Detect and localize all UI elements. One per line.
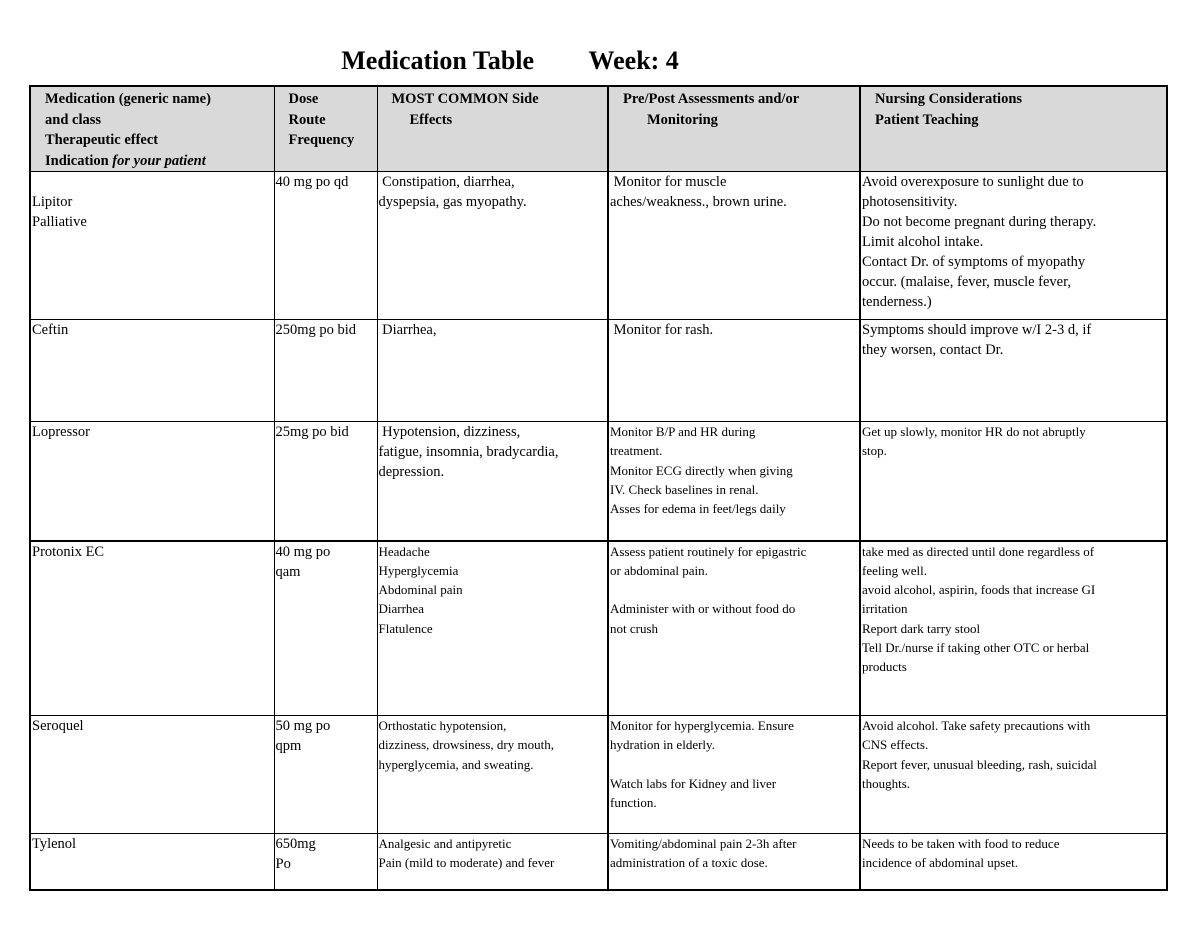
header-line [45, 151, 272, 172]
cell-line: they worsen, contact Dr. [862, 342, 1004, 358]
header-line: MOST COMMON Side [391, 91, 539, 107]
header-text: Indication [45, 152, 113, 169]
cell-line: irritation [862, 601, 908, 617]
cell-line: Tylenol [32, 836, 77, 852]
cell-assessments [608, 320, 860, 422]
cell-assessments [608, 541, 860, 716]
cell-line: Orthostatic hypotension, [378, 718, 507, 733]
cell-line: products [862, 659, 907, 675]
cell-medication [30, 716, 274, 834]
cell-line: Avoid overexposure to sunlight due to [862, 174, 1084, 190]
cell-line: IV. Check baselines in renal. [610, 481, 759, 497]
cell-line: Limit alcohol intake. [862, 234, 984, 250]
cell-medication [30, 172, 274, 320]
cell-line: qpm [275, 738, 302, 754]
cell-line: 40 mg po [275, 543, 331, 560]
cell-side-effects [377, 422, 608, 541]
header-dose [274, 86, 377, 172]
cell-medication [30, 834, 274, 890]
cell-line: not crush [610, 620, 659, 636]
cell-line: Contact Dr. of symptoms of myopathy [862, 254, 1086, 270]
cell-nursing-considerations [860, 834, 1167, 890]
cell-line: CNS effects. [862, 737, 929, 753]
cell-dose [274, 172, 377, 320]
cell-line: Asses for edema in feet/legs daily [610, 501, 786, 517]
header-line: Medication (generic name) [45, 91, 211, 107]
cell-line: function. [610, 795, 657, 811]
header-line: Pre/Post Assessments and/or [623, 91, 800, 107]
cell-line: Watch labs for Kidney and liver [610, 775, 777, 791]
cell-line: dyspepsia, gas myopathy. [378, 194, 527, 210]
cell-line: occur. (malaise, fever, muscle fever, [862, 274, 1071, 290]
cell-line: 40 mg po qd [275, 174, 349, 190]
cell-line: Po [275, 856, 291, 872]
cell-line [32, 172, 273, 192]
cell-line: thoughts. [862, 775, 911, 791]
cell-line: Diarrhea [378, 601, 424, 617]
cell-line: avoid alcohol, aspirin, foods that increase GI [862, 582, 1096, 598]
cell-line: incidence of abdominal upset. [862, 855, 1018, 871]
cell-nursing-considerations [860, 172, 1167, 320]
cell-side-effects [377, 834, 608, 890]
cell-line: administration of a toxic dose. [610, 855, 768, 871]
cell-line [610, 755, 858, 774]
header-line: Therapeutic effect [45, 132, 159, 148]
cell-assessments [608, 422, 860, 541]
cell-line: qam [275, 563, 301, 580]
cell-line: Administer with or without food do [610, 601, 796, 617]
cell-line: hydration in elderly. [610, 737, 715, 753]
cell-nursing-considerations [860, 541, 1167, 716]
cell-side-effects [377, 320, 608, 422]
cell-line: 250mg po bid [275, 322, 357, 338]
header-line: Patient Teaching [875, 111, 979, 128]
cell-line: Diarrhea, [378, 322, 437, 338]
cell-line: take med as directed until done regardless of [862, 543, 1095, 559]
cell-line: Assess patient routinely for epigastric [610, 543, 807, 559]
cell-line: 650mg [275, 836, 316, 852]
cell-line: Needs to be taken with food to reduce [862, 836, 1060, 851]
cell-medication [30, 320, 274, 422]
header-side-effects [377, 86, 608, 172]
cell-nursing-considerations [860, 716, 1167, 834]
cell-line: hyperglycemia, and sweating. [378, 756, 534, 772]
cell-line: tenderness.) [862, 294, 932, 310]
cell-line: Do not become pregnant during therapy. [862, 214, 1097, 230]
cell-dose [274, 320, 377, 422]
cell-line: Vomiting/abdominal pain 2-3h after [610, 836, 797, 851]
cell-side-effects [377, 716, 608, 834]
medication-table [29, 85, 1168, 891]
table-row [30, 716, 1167, 834]
cell-line: or abdominal pain. [610, 562, 708, 578]
cell-line [610, 580, 858, 599]
cell-line: feeling well. [862, 562, 927, 578]
cell-assessments [608, 716, 860, 834]
cell-line: Hypotension, dizziness, [378, 424, 521, 440]
cell-dose [274, 541, 377, 716]
header-line: Dose [288, 91, 319, 107]
cell-line: Abdominal pain [378, 582, 463, 598]
cell-line: Report dark tarry stool [862, 620, 981, 636]
cell-medication [30, 541, 274, 716]
table-row [30, 834, 1167, 890]
cell-line: 25mg po bid [275, 424, 349, 440]
cell-line: Flatulence [378, 620, 433, 636]
cell-line: dizziness, drowsiness, dry mouth, [378, 737, 554, 753]
cell-nursing-considerations [860, 320, 1167, 422]
cell-medication [30, 422, 274, 541]
cell-line: Palliative [32, 214, 87, 230]
header-line: Monitoring [647, 111, 718, 128]
cell-line: Tell Dr./nurse if taking other OTC or herbal [862, 639, 1090, 655]
cell-dose [274, 834, 377, 890]
cell-line: Headache [378, 543, 430, 559]
cell-line: treatment. [610, 443, 663, 459]
cell-nursing-considerations [860, 422, 1167, 541]
cell-line: Lipitor [32, 194, 73, 210]
header-line: Effects [409, 111, 453, 128]
cell-line: photosensitivity. [862, 194, 958, 210]
cell-line: Protonix EC [32, 543, 105, 560]
cell-assessments [608, 834, 860, 890]
cell-line: Seroquel [32, 718, 84, 734]
cell-line: Constipation, diarrhea, [378, 174, 515, 190]
cell-line: Hyperglycemia [378, 562, 459, 578]
header-nursing-considerations [860, 86, 1167, 172]
cell-line: Symptoms should improve w/I 2-3 d, if [862, 322, 1092, 338]
cell-line: Lopressor [32, 424, 90, 440]
cell-line: Analgesic and antipyretic [378, 836, 512, 851]
header-line: Route [288, 111, 326, 128]
cell-line: stop. [862, 443, 887, 459]
cell-line: Monitor for muscle [610, 174, 727, 190]
header-line: Frequency [288, 132, 355, 148]
header-line: and class [45, 111, 102, 128]
cell-line: Pain (mild to moderate) and fever [378, 855, 555, 871]
document-title [0, 46, 1020, 76]
cell-line: Monitor ECG directly when giving [610, 462, 793, 478]
cell-line: Get up slowly, monitor HR do not abruptly [862, 424, 1086, 439]
table-row [30, 541, 1167, 716]
table-row [30, 172, 1167, 320]
cell-line: Monitor B/P and HR during [610, 424, 756, 439]
table-row [30, 422, 1167, 541]
cell-line: depression. [378, 464, 445, 480]
header-medication [30, 86, 274, 172]
cell-line: fatigue, insomnia, bradycardia, [378, 444, 559, 460]
cell-line: Monitor for rash. [610, 322, 714, 338]
cell-side-effects [377, 541, 608, 716]
header-line: Nursing Considerations [875, 91, 1023, 107]
cell-line: aches/weakness., brown urine. [610, 194, 787, 210]
header-italic-text: for your patient [112, 152, 206, 169]
header-row [30, 86, 1167, 172]
cell-dose [274, 422, 377, 541]
page-title: Medication Table [341, 46, 535, 75]
cell-line: Ceftin [32, 322, 69, 338]
cell-dose [274, 716, 377, 834]
cell-line: Avoid alcohol. Take safety precautions with [862, 718, 1091, 733]
cell-line: Report fever, unusual bleeding, rash, suicidal [862, 756, 1097, 772]
cell-line: 50 mg po [275, 718, 331, 734]
cell-side-effects [377, 172, 608, 320]
table-row [30, 320, 1167, 422]
cell-line: Monitor for hyperglycemia. Ensure [610, 718, 794, 733]
header-assessments [608, 86, 860, 172]
week-label: Week: 4 [588, 46, 679, 75]
cell-assessments [608, 172, 860, 320]
